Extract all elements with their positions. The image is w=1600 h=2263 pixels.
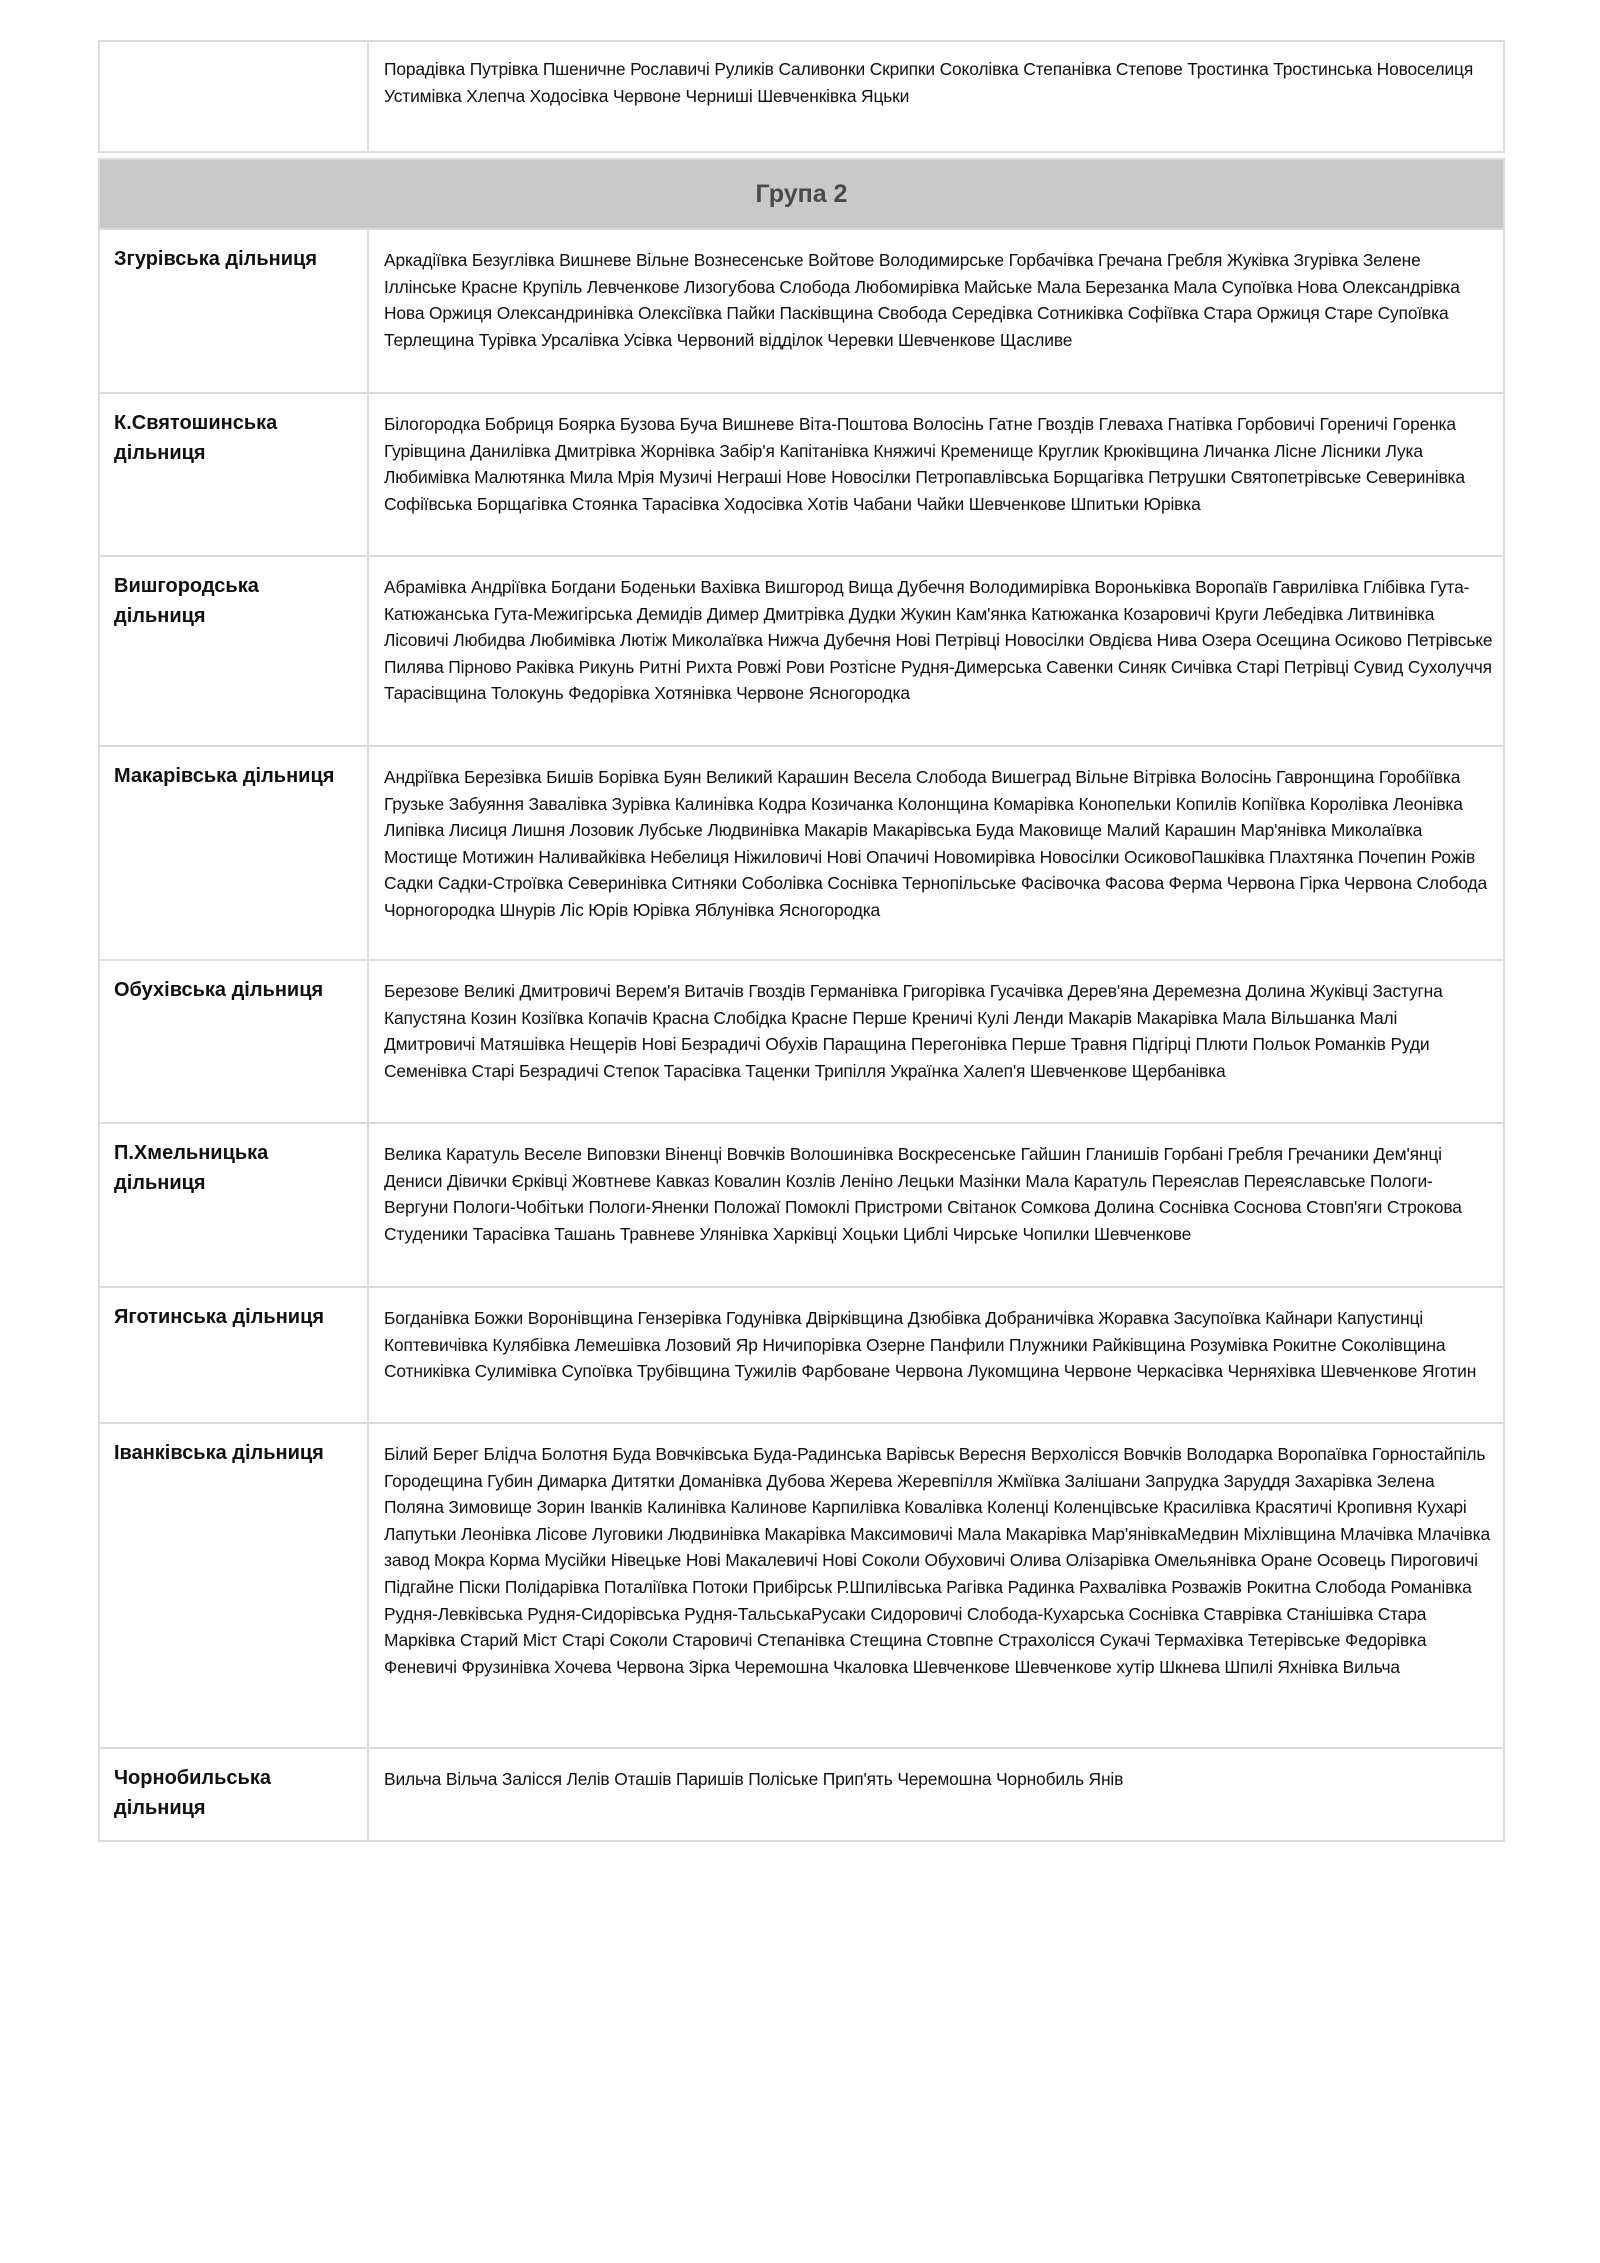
table-row <box>99 746 1504 960</box>
village-list: Богданівка Божки Воронівщина Гензерівка Годунівка Двірківщина Дзюбівка Добраничівка Жоравка Засупоївка Кайнари Капустинці Коптевичівка Кулябівка Лемешівка Лозовий Яр Ничипорівка Озерне Панфили Плужники Райківщина Розумівка Рокитне Соколівщина Сотниківка Сулимівка Супоївка Трубівщина Тужилів Фарбоване Червона Лукомщина Червоне Черкасівка Черняхівка Шевченкове Яготин <box>368 1287 1504 1423</box>
district-name: Згурівська дільниця <box>99 229 368 393</box>
group-title: Група 2 <box>99 159 1504 229</box>
table-row <box>99 393 1504 556</box>
village-list: Білогородка Бобриця Боярка Бузова Буча Вишневе Віта-Поштова Волосінь Гатне Гвоздів Глеваха Гнатівка Горбовичі Гореничі Горенка Гурівщина Данилівка Дмитрівка Жорнівка Забір'я Капітанівка Княжичі Кременище Круглик Крюківщина Личанка Лісне Лісники Лука Любимівка Малютянка Мила Мрія Музичі Неграші Нове Новосілки Петропавлівська Борщагівка Петрушки Святопетрівське Северинівка Софіївська Борщагівка Стоянка Тарасівка Ходосівка Хотів Чабани Чайки Шевченкове Шпитьки Юрівка <box>368 393 1504 556</box>
village-list: Білий Берег Блідча Болотня Буда Вовчківська Буда-Радинська Варівськ Вересня Верхолісся Вовчків Володарка Воропаївка Горностайпіль Городещина Губин Димарка Дитятки Доманівка Дубова Жерева Жеревпілля Жміївка Залішани Запрудка Заруддя Захарівка Зелена Поляна Зимовище Зорин Іванків Калинівка Калинове Карпилівка Ковалівка Коленці Коленцівське Красилівка Красятичі Кропивня Кухарі Лапутьки Леонівка Лісове Луговики Людвинівка Макарівка Максимовичі Мала Макарівка Мар'янівкаМедвин Міхлівщина Млачівка Млачівка завод Мокра Корма Мусійки Нівецьке Нові Макалевичі Нові Соколи Обуховичі Олива Олізарівка Омельянівка Оране Осовець Пироговичі Підгайне Піски Полідарівка Поталіївка Потоки Прибірськ Р.Шпилівська Рагівка Радинка Рахвалівка Розважів Рокитна Слобода Романівка Рудня-Левківська Рудня-Сидорівська Рудня-ТальськаРусаки Сидоровичі Слобода-Кухарська Соснівка Ставрівка Станішівка Стара Марківка Старий Міст Старі Соколи Старовичі Степанівка Стещина Стовпне Страхолісся Сукачі Термахівка Тетерівське Федорівка Феневичі Фрузинівка Хочева Червона Зірка Черемошна Чкаловка Шевченкове Шевченкове хутір Шкнева Шпилі Яхнівка Вильча <box>368 1423 1504 1748</box>
district-name: Іванківська дільниця <box>99 1423 368 1748</box>
table-row <box>99 229 1504 393</box>
continuation-table <box>98 40 1505 153</box>
table-row <box>99 556 1504 746</box>
village-list: Аркадіївка Безуглівка Вишневе Вільне Вознесенське Войтове Володимирське Горбачівка Гречана Гребля Жуківка Згурівка Зелене Іллінське Красне Крупіль Левченкове Лизогубова Слобода Любомирівка Майське Мала Березанка Мала Супоївка Нова Олександрівка Нова Оржиця Олександринівка Олексіївка Пайки Пасківщина Свобода Середівка Сотниківка Софіївка Стара Оржиця Старе Супоївка Терлещина Турівка Урсалівка Усівка Червоний відділок Черевки Шевченкове Щасливе <box>368 229 1504 393</box>
group-header-row <box>99 159 1504 229</box>
district-name: П.Хмельницька дільниця <box>99 1123 368 1287</box>
district-name: Обухівська дільниця <box>99 960 368 1123</box>
table-row <box>99 1423 1504 1748</box>
table-row <box>99 960 1504 1123</box>
village-list: Велика Каратуль Веселе Виповзки Віненці Вовчків Волошинівка Воскресенське Гайшин Гланишів Горбані Гребля Гречаники Дем'янці Дениси Дівички Єрківці Жовтневе Кавказ Ковалин Козлів Леніно Лецьки Мазінки Мала Каратуль Переяслав Переяславське Пологи-Вергуни Пологи-Чобітьки Пологи-Яненки Положаї Помоклі Пристроми Світанок Сомкова Долина Соснівка Соснова Стовп'яги Строкова Студеники Тарасівка Ташань Травневе Улянівка Харківці Хоцьки Циблі Чирське Чопилки Шевченкове <box>368 1123 1504 1287</box>
village-list: Абрамівка Андріївка Богдани Боденьки Вахівка Вишгород Вища Дубечня Володимирівка Вороньківка Воропаїв Гаврилівка Глібівка Гута-Катюжанська Гута-Межигірська Демидів Димер Дмитрівка Дудки Жукин Кам'янка Катюжанка Козаровичі Круги Лебедівка Литвинівка Лісовичі Любидва Любимівка Лютіж Миколаївка Нижча Дубечня Нові Петрівці Новосілки Овдієва Нива Озера Осещина Осиково Петрівське Пилява Пірново Раківка Рикунь Ритні Рихта Ровжі Рови Розтісне Рудня-Димерська Савенки Синяк Сичівка Старі Петрівці Сувид Сухолуччя Тарасівщина Толокунь Федорівка Хотянівка Червоне Ясногородка <box>368 556 1504 746</box>
table-row <box>99 1123 1504 1287</box>
table-row <box>99 41 1504 152</box>
district-name: Вишгородська дільниця <box>99 556 368 746</box>
district-name <box>99 41 368 152</box>
table-row <box>99 1287 1504 1423</box>
district-name: К.Святошинська дільниця <box>99 393 368 556</box>
district-name: Чорнобильська дільниця <box>99 1748 368 1841</box>
district-name: Яготинська дільниця <box>99 1287 368 1423</box>
village-list: Вильча Вільча Залісся Лелів Оташів Паришів Поліське Прип'ять Черемошна Чорнобиль Янів <box>368 1748 1504 1841</box>
district-name: Макарівська дільниця <box>99 746 368 960</box>
village-list: Порадівка Путрівка Пшеничне Рославичі Руликів Саливонки Скрипки Соколівка Степанівка Степове Тростинка Тростинська Новоселиця Устимівка Хлепча Ходосівка Червоне Черниші Шевченківка Яцьки <box>368 41 1504 152</box>
village-list: Березове Великі Дмитровичі Верем'я Витачів Гвоздів Германівка Григорівка Гусачівка Дерев'яна Деремезна Долина Жуківці Застугна Капустяна Козин Козіївка Копачів Красна Слобідка Красне Перше Креничі Кулі Ленди Макарів Макарівка Мала Вільшанка Малі Дмитровичі Матяшівка Нещерів Нові Безрадичі Обухів Паращина Перегонівка Перше Травня Підгірці Плюти Польок Романків Руди Семенівка Старі Безрадичі Степок Тарасівка Таценки Трипілля Українка Халеп'я Шевченкове Щербанівка <box>368 960 1504 1123</box>
village-list: Андріївка Березівка Бишів Борівка Буян Великий Карашин Весела Слобода Вишеград Вільне Вітрівка Волосінь Гавронщина Горобіївка Грузьке Забуяння Завалівка Зурівка Калинівка Кодра Козичанка Колонщина Комарівка Конопельки Копилів Копіївка Королівка Леонівка Липівка Лисиця Лишня Лозовик Лубське Людвинівка Макарів Макарівська Буда Маковище Малий Карашин Мар'янівка Миколаївка Мостище Мотижин Наливайківка Небелиця Ніжиловичі Нові Опачичі Новомирівка Новосілки ОсиковоПашківка Плахтянка Почепин Рожів Садки Садки-Строївка Северинівка Ситняки Соболівка Соснівка Тернопільське Фасівочка Фасова Ферма Червона Гірка Червона Слобода Чорногородка Шнурів Ліс Юрів Юрівка Яблунівка Ясногородка <box>368 746 1504 960</box>
group-2-table <box>98 158 1505 1842</box>
table-row <box>99 1748 1504 1841</box>
